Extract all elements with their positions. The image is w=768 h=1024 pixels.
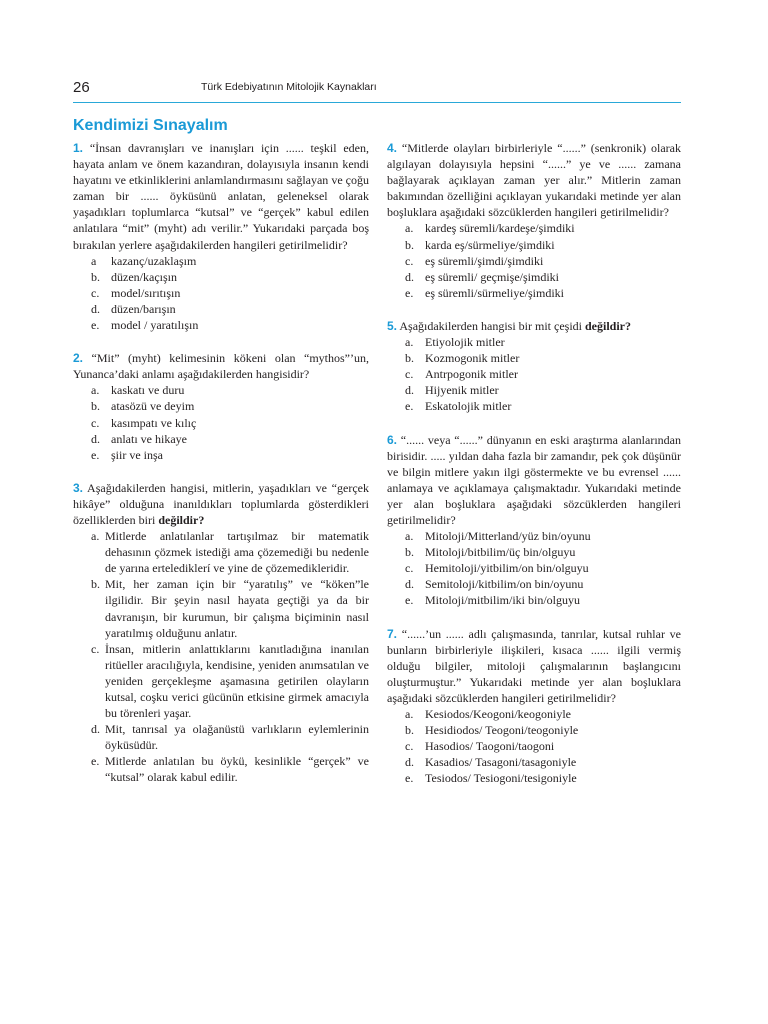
option-letter: b. — [405, 723, 414, 738]
options-list — [387, 220, 681, 300]
question-4 — [387, 140, 681, 301]
option-letter: a. — [91, 383, 100, 398]
question-text — [387, 626, 681, 706]
options-list — [73, 528, 369, 786]
option-c — [387, 366, 681, 382]
page-number: 26 — [73, 79, 90, 96]
option-letter: c. — [405, 253, 414, 268]
option-d — [387, 754, 681, 770]
option-text: model/sırıtışın — [111, 285, 181, 300]
options-list — [387, 528, 681, 608]
option-letter: a. — [91, 529, 100, 544]
option-text: Hijyenik mitler — [425, 383, 499, 398]
option-letter: e. — [91, 447, 100, 462]
question-number: 2. — [73, 351, 84, 366]
option-text: düzen/kaçışın — [111, 269, 177, 284]
question-1 — [73, 140, 369, 333]
question-text — [73, 140, 369, 253]
option-text: model / yaratılışın — [111, 318, 199, 333]
question-body: “Mit” (myht) kelimesinin kökeni olan “mythos”’un, Yunanca’daki anlamı aşağıdakilerden hangisidir? — [73, 351, 370, 382]
option-text: Mit, tanrısal ya olağanüstü varlıkların eylemlerinin öyküsüdür. — [105, 722, 369, 753]
option-text: atasözü ve deyim — [111, 399, 195, 414]
options-list — [73, 382, 369, 462]
option-a — [73, 253, 369, 269]
option-text: Kozmogonik mitler — [425, 351, 520, 366]
option-c — [387, 738, 681, 754]
option-text: Semitoloji/kitbilim/on bin/oyunu — [425, 577, 584, 592]
option-letter: d. — [405, 577, 414, 592]
option-a — [73, 528, 369, 576]
option-letter: d. — [405, 383, 414, 398]
option-letter: b. — [91, 577, 100, 592]
option-letter: b. — [405, 351, 414, 366]
option-b — [387, 350, 681, 366]
option-letter: b. — [91, 269, 100, 284]
option-letter: b. — [405, 237, 414, 252]
question-2 — [73, 350, 369, 463]
option-letter: a. — [405, 707, 414, 721]
option-text: Kesiodos/Keogoni/keogoniyle — [425, 707, 571, 721]
option-e — [73, 317, 369, 333]
option-b — [387, 544, 681, 560]
question-text — [387, 432, 681, 529]
option-text: Kasadios/ Tasagoni/tasagoniyle — [425, 755, 577, 770]
option-letter: e. — [405, 285, 414, 300]
question-emphasis: değildir? — [584, 318, 631, 333]
option-letter: e. — [405, 771, 414, 786]
option-a — [387, 706, 681, 722]
question-body: Aşağıdakilerden hangisi, mitlerin, yaşadıkları ve “gerçek hikâye” olduğuna inanıldıkları toplumlarda gösterdikleri özelliklerden biri — [73, 480, 369, 527]
option-e — [73, 753, 369, 785]
options-list — [73, 253, 369, 333]
option-c — [73, 415, 369, 431]
option-d — [73, 721, 369, 753]
option-a — [73, 382, 369, 398]
option-text: kaskatı ve duru — [111, 383, 185, 398]
question-text — [387, 140, 681, 220]
question-6 — [387, 432, 681, 609]
option-a — [387, 334, 681, 350]
question-body: “Mitlerde olayları birbirleriyle “......” (senkronik) olarak algılayan dolayısıyla hepsini “......” ye ve ...... zamana bağlayarak açıklayan zaman yer alır.” Mitlerin zaman bakımından özelliğini açıklayan yukarıdaki metinde yer alan boşluklara aşağıdaki sözcüklerden hangileri getirilmelidir? — [387, 141, 682, 220]
option-c — [73, 641, 369, 721]
option-text: eş süremli/sürmeliye/şimdiki — [425, 285, 564, 300]
option-letter: d. — [405, 755, 414, 770]
option-d — [387, 382, 681, 398]
option-letter: d. — [91, 722, 100, 737]
option-b — [73, 398, 369, 414]
option-text: Etiyolojik mitler — [425, 335, 505, 350]
option-letter: a. — [405, 335, 414, 350]
question-number: 3. — [73, 480, 84, 495]
option-text: Eskatolojik mitler — [425, 399, 512, 414]
question-number: 7. — [387, 626, 398, 641]
running-title: Türk Edebiyatının Mitolojik Kaynakları — [201, 81, 377, 93]
option-c — [387, 253, 681, 269]
question-text — [73, 480, 369, 528]
options-list — [387, 706, 681, 786]
option-text: kasımpatı ve kılıç — [111, 415, 197, 430]
option-letter: a. — [405, 529, 414, 544]
question-emphasis: değildir? — [158, 512, 205, 527]
option-text: şiir ve inşa — [111, 447, 163, 462]
option-d — [387, 269, 681, 285]
left-column — [73, 140, 369, 803]
option-e — [387, 398, 681, 414]
option-letter: c. — [91, 641, 100, 656]
option-letter: e. — [91, 318, 100, 333]
options-list — [387, 334, 681, 414]
option-text: eş süremli/ geçmişe/şimdiki — [425, 269, 559, 284]
option-letter: c. — [405, 561, 414, 576]
question-body: Aşağıdakilerden hangisi bir mit çeşidi — [399, 318, 582, 333]
option-c — [387, 560, 681, 576]
option-letter: d. — [91, 431, 100, 446]
option-text: Hesidiodos/ Teogoni/teogoniyle — [425, 723, 579, 738]
question-7 — [387, 626, 681, 787]
question-text — [387, 318, 681, 334]
option-c — [73, 285, 369, 301]
option-letter: e. — [405, 399, 414, 414]
section-title: Kendimizi Sınayalım — [73, 117, 228, 134]
option-e — [73, 447, 369, 463]
question-number: 6. — [387, 432, 398, 447]
right-column — [387, 140, 681, 803]
option-b — [387, 237, 681, 253]
option-a — [387, 528, 681, 544]
option-letter: b. — [405, 545, 414, 560]
option-letter: a. — [405, 221, 414, 236]
option-text: anlatı ve hikaye — [111, 431, 187, 446]
option-text: düzen/barışın — [111, 301, 176, 316]
option-letter: e. — [91, 754, 100, 769]
option-letter: e. — [405, 593, 414, 608]
option-e — [387, 592, 681, 608]
option-text: eş süremli/şimdi/şimdiki — [425, 253, 544, 268]
option-text: Mitlerde anlatılan bu öykü, kesinlikle “gerçek” ve “kutsal” olarak kabul edilir. — [105, 754, 369, 785]
option-letter: d. — [91, 301, 100, 316]
option-text: Mitoloji/bitbilim/üç bin/olguyu — [425, 545, 576, 560]
option-text: Mitoloji/mitbilim/iki bin/olguyu — [425, 593, 581, 608]
option-letter: c. — [91, 285, 100, 300]
question-number: 1. — [73, 141, 84, 155]
option-d — [73, 431, 369, 447]
option-text: Mitoloji/Mitterland/yüz bin/oyunu — [425, 529, 591, 544]
question-3 — [73, 480, 369, 786]
option-text: Tesiodos/ Tesiogoni/tesigoniyle — [425, 771, 577, 786]
question-body: “...... veya “......” dünyanın en eski araştırma alanlarından birisidir. ..... yıldan daha fazla bir zamandır, pek çok düşünür ve bilgin mitlere yakın ilgi göstermekte ve bu evrensel ...... anlamaya ve açıklamaya çalışmaktadır. Yukarıdaki metinde yer alan boşluklara aşağıdaki sözcüklerden hangileri getirilmelidir? — [387, 432, 681, 527]
question-number: 5. — [387, 318, 398, 333]
question-5 — [387, 318, 681, 415]
option-d — [387, 576, 681, 592]
option-text: karda eş/sürmeliye/şimdiki — [425, 237, 555, 252]
question-text — [73, 350, 369, 382]
option-text: Antrpogonik mitler — [425, 367, 518, 382]
question-body: “......’un ...... adlı çalışmasında, tanrılar, kutsal ruhlar ve bunların birbirleriyle ilişkileri, kısaca ...... ilgili vermiş olduğu bilgiler, mitoloji çalışmalarının başlangıcını oluşturmuştur.” Yukarıdaki metinde yer alan boşluklara aşağıdaki sözcüklerden hangileri getirilmelidir? — [387, 626, 681, 705]
option-letter: c. — [405, 367, 414, 382]
option-text: Mit, her zaman için bir “yaratılış” ve “köken”le ilgilidir. Bir şeyin nasıl hayata geçtiği ya da bir davranışın, bir kurumun, bir çalışma biçiminin nasıl yaratılmış olduğunu anlatır. — [105, 577, 369, 640]
option-letter: c. — [405, 739, 414, 754]
option-text: kazanç/uzaklaşım — [111, 253, 197, 268]
option-b — [73, 269, 369, 285]
option-text: Hemitoloji/yitbilim/on bin/olguyu — [425, 561, 589, 576]
option-letter: d. — [405, 269, 414, 284]
option-letter: c. — [91, 415, 100, 430]
option-b — [73, 576, 369, 640]
option-b — [387, 722, 681, 738]
option-a — [387, 220, 681, 236]
option-d — [73, 301, 369, 317]
option-text: Mitlerde anlatılanlar tartışılmaz bir matematik dehasının çözmek istediği ama çözemediği bu nedenle de yarına ertelediklerí ve yine de çözemedikleridir. — [105, 529, 369, 576]
option-letter: a — [91, 253, 97, 268]
question-number: 4. — [387, 141, 398, 155]
option-e — [387, 285, 681, 301]
option-text: kardeş süremli/kardeşe/şimdiki — [425, 221, 575, 236]
option-letter: b. — [91, 399, 100, 414]
question-body: “İnsan davranışları ve inanışları için ...... teşkil eden, hayata anlam ve önem kazandıran, dolayısıyla insanın kendi hayatını ve etkinliklerini anlamlandırmasını sağlayan ve çoğu zaman bir ...... öyküsünü anlatan, geleneksel olarak yaşadıkları toplumlarca “kutsal” ve “gerçek” kabul edilen anlatılara “mit” (myht) adı verilir.” Yukarıdaki parçada boş bırakılan yerlere aşağıdakilerden hangileri getirilmelidir? — [73, 141, 370, 252]
option-e — [387, 770, 681, 786]
option-text: İnsan, mitlerin anlattıklarını kanıtladığına inanılan ritüeller aracılığıyla, kendisine, yeniden anımsatılan ve yeniden gerçekleşme aşamasına getirilen olayların kutsal, coşku verici gücünün etkisine girmek amacıyla bu törenleri yaşar. — [105, 641, 369, 721]
option-text: Hasodios/ Taogoni/taogoni — [425, 739, 555, 754]
page-header — [73, 78, 681, 103]
